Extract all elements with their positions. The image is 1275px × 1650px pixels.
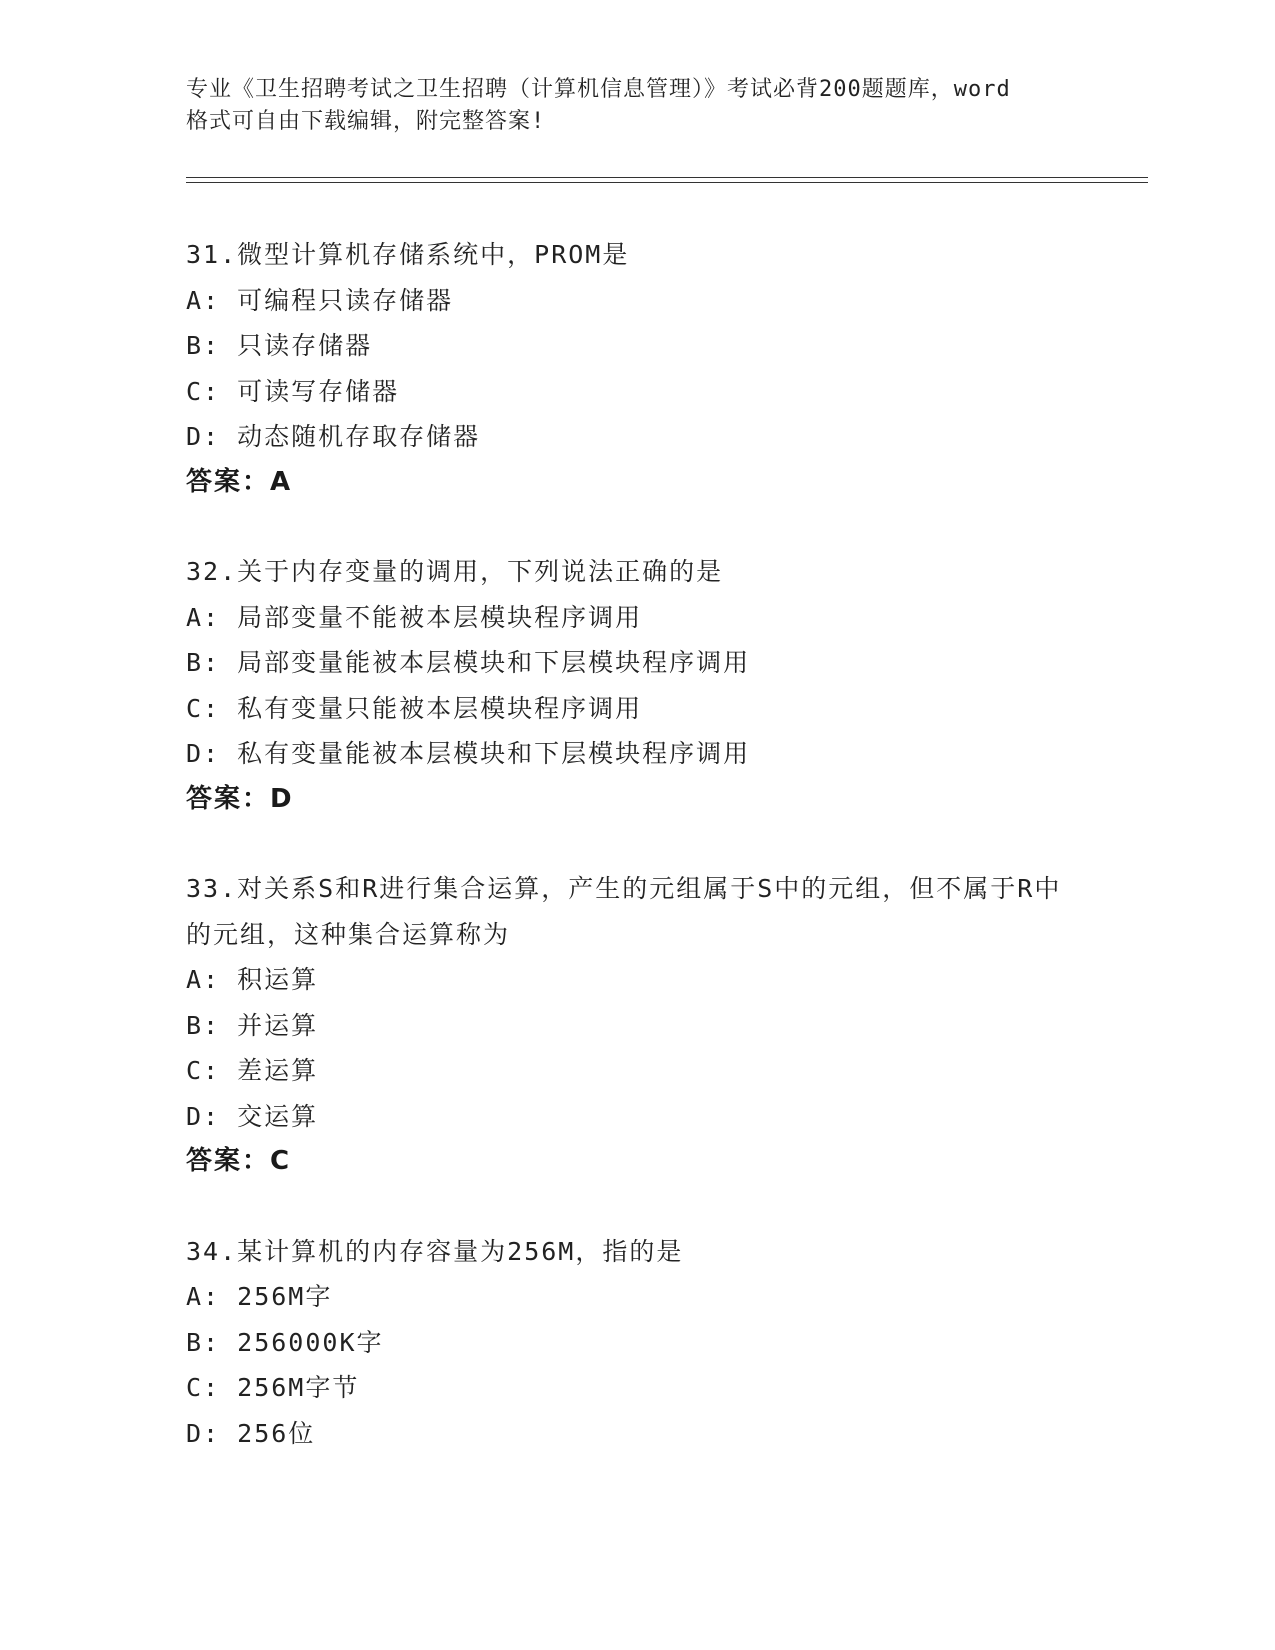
option-d: D: 私有变量能被本层模块和下层模块程序调用	[186, 739, 751, 768]
option-c: C: 256M字节	[186, 1373, 360, 1402]
question-stem: 33.对关系S和R进行集合运算，产生的元组属于S中的元组，但不属于R中的元组，这种集合运算称为	[186, 874, 1062, 949]
question-34	[186, 1229, 1086, 1457]
option-c: C: 差运算	[186, 1056, 319, 1085]
option-c: C: 可读写存储器	[186, 376, 400, 406]
option-c: C: 私有变量只能被本层模块程序调用	[186, 693, 643, 723]
question-list	[186, 232, 1086, 1500]
option-d: D: 256位	[186, 1418, 316, 1448]
option-d: D: 动态随机存取存储器	[186, 422, 481, 451]
question-33	[186, 866, 1086, 1185]
question-stem: 31.微型计算机存储系统中，PROM是	[186, 240, 630, 269]
question-stem: 32.关于内存变量的调用，下列说法正确的是	[186, 557, 724, 586]
answer-label: 答案：A	[186, 466, 293, 497]
option-a: A: 256M字	[186, 1282, 333, 1311]
option-b: B: 局部变量能被本层模块和下层模块程序调用	[186, 648, 751, 677]
answer-label: 答案：C	[186, 1146, 292, 1176]
option-b: B: 并运算	[186, 1010, 319, 1040]
option-d: D: 交运算	[186, 1101, 319, 1131]
header-line-1: 专业《卫生招聘考试之卫生招聘（计算机信息管理）》考试必背200题题库，word	[186, 77, 1011, 102]
header-line-2: 格式可自由下载编辑，附完整答案!	[186, 109, 546, 134]
question-32	[186, 549, 1086, 822]
question-stem: 34.某计算机的内存容量为256M，指的是	[186, 1236, 684, 1266]
question-31	[186, 232, 1086, 505]
header-divider-top	[186, 177, 1148, 178]
option-a: A: 积运算	[186, 965, 319, 994]
option-b: B: 只读存储器	[186, 331, 373, 360]
answer-label: 答案：D	[186, 783, 294, 814]
option-a: A: 局部变量不能被本层模块程序调用	[186, 602, 643, 632]
option-a: A: 可编程只读存储器	[186, 285, 454, 315]
header-divider-bottom	[186, 182, 1148, 183]
document-header	[186, 74, 1086, 138]
option-b: B: 256000K字	[186, 1327, 384, 1357]
